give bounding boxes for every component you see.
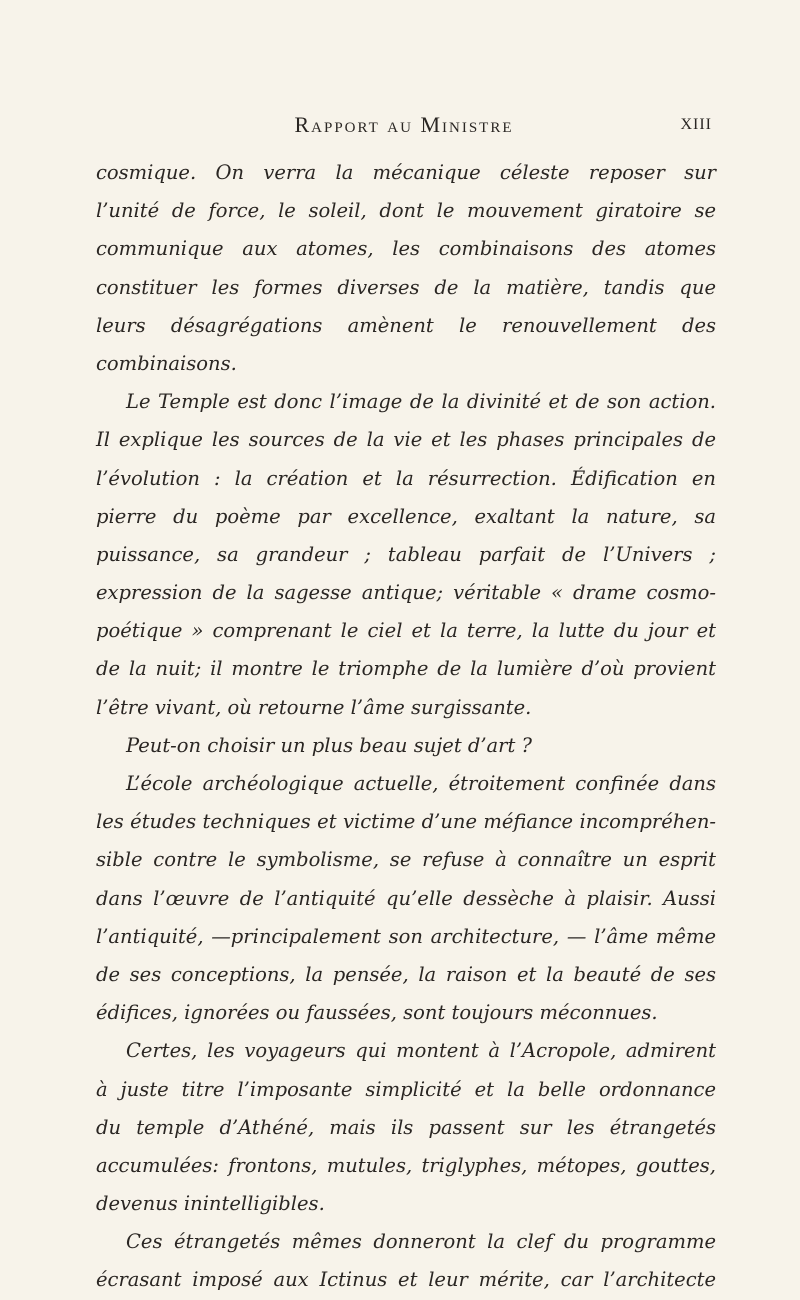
- text-line: l’unité de force, le soleil, dont le mouvement giratoire se: [96, 199, 716, 223]
- running-title: Rapport au Ministre: [294, 112, 514, 137]
- text-line: leurs désagrégations amènent le renouvellement des: [96, 313, 716, 337]
- running-head: [96, 112, 712, 142]
- text-line: l’antiquité, —principalement son architecture, — l’âme même: [96, 924, 716, 948]
- text-line: Peut-on choisir un plus beau sujet d’art ?: [126, 733, 532, 757]
- text-line: poétique » comprenant le ciel et la terre, la lutte du jour et: [96, 619, 716, 643]
- text-line: expression de la sagesse antique; véritable « drame cosmo-: [96, 581, 716, 605]
- text-line: écrasant imposé aux Ictinus et leur mérite, car l’architecte: [96, 1268, 716, 1292]
- text-line: puissance, sa grandeur ; tableau parfait de l’Univers ;: [96, 542, 716, 566]
- text-line: dans l’œuvre de l’antiquité qu’elle dessèche à plaisir. Aussi: [96, 886, 716, 910]
- text-line: Ces étrangetés mêmes donneront la clef du programme: [126, 1230, 716, 1254]
- text-line: les études techniques et victime d’une méfiance incompréhen-: [96, 810, 716, 834]
- text-line: sible contre le symbolisme, se refuse à connaître un esprit: [96, 848, 716, 872]
- text-line: de ses conceptions, la pensée, la raison et la beauté de ses: [96, 962, 716, 986]
- text-line: devenus inintelligibles.: [96, 1192, 325, 1216]
- text-line: Le Temple est donc l’image de la divinité et de son action.: [126, 390, 716, 414]
- text-line: de la nuit; il montre le triomphe de la lumière d’où provient: [96, 657, 716, 681]
- text-line: combinaisons.: [96, 351, 237, 375]
- text-line: cosmique. On verra la mécanique céleste reposer sur: [96, 161, 716, 184]
- text-line: L’école archéologique actuelle, étroitement confinée dans: [126, 772, 716, 795]
- text-line: du temple d’Athéné, mais ils passent sur les étrangetés: [96, 1115, 716, 1139]
- page-number: XIII: [680, 116, 712, 133]
- text-line: l’être vivant, où retourne l’âme surgissante.: [96, 695, 532, 719]
- text-line: l’évolution : la création et la résurrection. Édification en: [96, 466, 716, 490]
- text-line: accumulées: frontons, mutules, triglyphes, métopes, gouttes,: [96, 1153, 716, 1177]
- body-text: [96, 154, 716, 1300]
- text-line: pierre du poème par excellence, exaltant la nature, sa: [96, 504, 716, 528]
- text-line: édifices, ignorées ou faussées, sont toujours méconnues.: [96, 1001, 658, 1025]
- text-line: constituer les formes diverses de la matière, tandis que: [96, 275, 716, 299]
- text-line: Il explique les sources de la vie et les phases principales de: [96, 428, 716, 452]
- text-line: communique aux atomes, les combinaisons des atomes: [96, 237, 716, 261]
- text-line: à juste titre l’imposante simplicité et la belle ordonnance: [96, 1077, 716, 1101]
- text-line: Certes, les voyageurs qui montent à l’Acropole, admirent: [126, 1039, 716, 1063]
